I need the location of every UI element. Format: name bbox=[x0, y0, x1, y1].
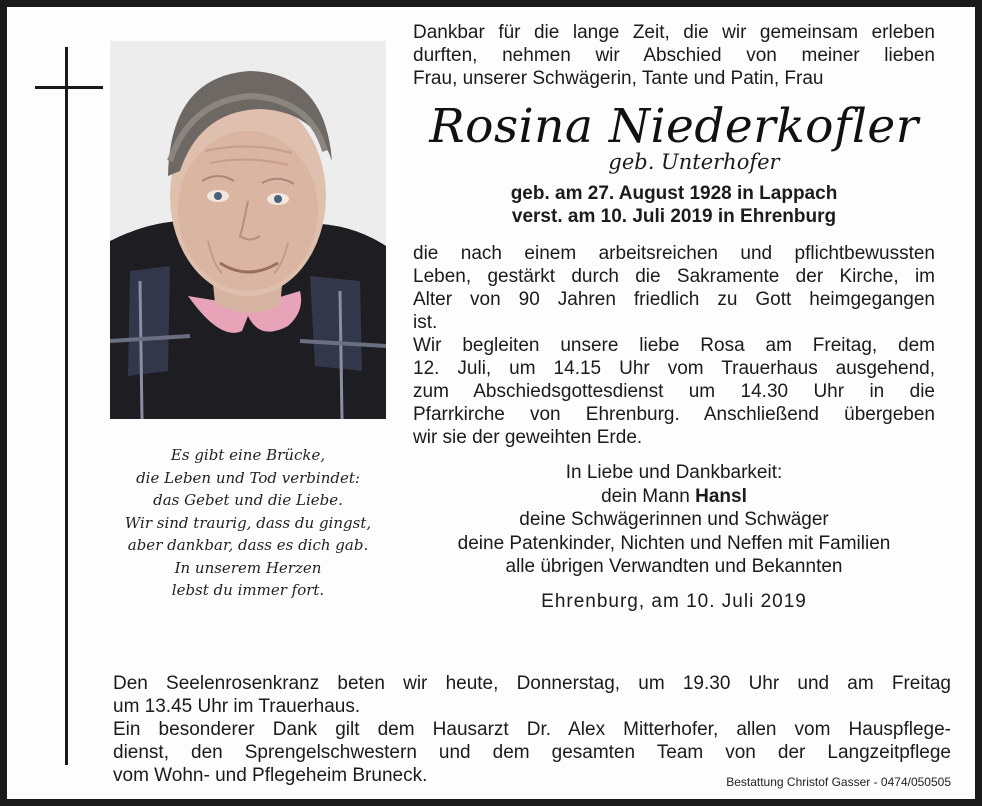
intro-line: Dankbar für die lange Zeit, die wir gemeinsam erleben bbox=[413, 22, 935, 43]
body-line: Wir begleiten unsere liebe Rosa am Freitag, dem bbox=[413, 335, 935, 356]
poem-line: die Leben und Tod verbindet: bbox=[136, 468, 360, 487]
body-line: zum Abschiedsgottesdienst um 14.30 Uhr in die bbox=[413, 381, 935, 402]
intro-text bbox=[413, 21, 935, 90]
husband-prefix: dein Mann bbox=[601, 485, 690, 507]
life-dates bbox=[413, 182, 935, 228]
intro-line: durften, nehmen wir Abschied von meiner lieben bbox=[413, 45, 935, 66]
body-line: ist. bbox=[413, 312, 438, 333]
closing-line: Den Seelenrosenkranz beten wir heute, Donnerstag, um 19.30 Uhr und am Freitag bbox=[113, 673, 951, 694]
intro-line: Frau, unserer Schwägerin, Tante und Patin, Frau bbox=[413, 68, 824, 89]
cross-icon-bar bbox=[35, 86, 103, 89]
poem-line: Es gibt eine Brücke, bbox=[170, 446, 326, 464]
maiden-name: geb. Unterhofer bbox=[608, 150, 780, 174]
portrait-photo bbox=[110, 41, 386, 419]
body-line: wir sie der geweihten Erde. bbox=[413, 427, 643, 448]
poem-line: das Gebet und die Liebe. bbox=[153, 491, 343, 509]
body-line: Alter von 90 Jahren friedlich zu Gott heimgegangen bbox=[413, 289, 935, 310]
body-line: Pfarrkirche von Ehrenburg. Anschließend übergeben bbox=[413, 404, 935, 425]
body-line: 12. Juli, um 14.15 Uhr vom Trauerhaus ausgehend, bbox=[413, 358, 935, 379]
husband-line bbox=[413, 485, 935, 509]
poem-line: Wir sind traurig, dass du gingst, bbox=[124, 513, 372, 532]
closing-notes bbox=[113, 672, 951, 787]
mourner-line: alle übrigen Verwandten und Bekannten bbox=[505, 556, 843, 577]
place-date: Ehrenburg, am 10. Juli 2019 bbox=[541, 590, 807, 612]
poem-line: In unserem Herzen bbox=[174, 558, 322, 577]
body-line: Leben, gestärkt durch die Sakramente der Kirche, im bbox=[413, 266, 935, 287]
husband-name: Hansl bbox=[695, 485, 747, 507]
poem-line: lebst du immer fort. bbox=[171, 581, 325, 599]
closing-line: Ein besonderer Dank gilt dem Hausarzt Dr. Alex Mitterhofer, allen vom Hauspflege- bbox=[113, 719, 951, 740]
poem-line: aber dankbar, dass es dich gab. bbox=[127, 536, 369, 554]
mourner-line: deine Patenkinder, Nichten und Neffen mit Familien bbox=[457, 532, 891, 554]
main-text-column bbox=[413, 21, 935, 613]
signoff-heading: In Liebe und Dankbarkeit: bbox=[565, 462, 783, 483]
closing-line: vom Wohn- und Pflegeheim Bruneck. bbox=[113, 765, 428, 786]
mourner-line: deine Schwägerinnen und Schwäger bbox=[519, 509, 829, 530]
mourners-list bbox=[413, 461, 935, 579]
closing-line: um 13.45 Uhr im Trauerhaus. bbox=[113, 696, 361, 717]
body-line: die nach einem arbeitsreichen und pflichtbewussten bbox=[413, 243, 935, 264]
closing-line: dienst, den Sprengelschwestern und dem gesamten Team von der Langzeitpflege bbox=[113, 742, 951, 763]
cross-icon bbox=[65, 47, 68, 765]
memorial-poem bbox=[110, 444, 386, 602]
funeral-home-credit: Bestattung Christof Gasser - 0474/050505 bbox=[726, 775, 951, 789]
death-date: verst. am 10. Juli 2019 in Ehrenburg bbox=[511, 206, 837, 227]
body-text bbox=[413, 242, 935, 449]
deceased-name: Rosina Niederkofler bbox=[429, 99, 919, 154]
birth-date: geb. am 27. August 1928 in Lappach bbox=[510, 183, 838, 204]
